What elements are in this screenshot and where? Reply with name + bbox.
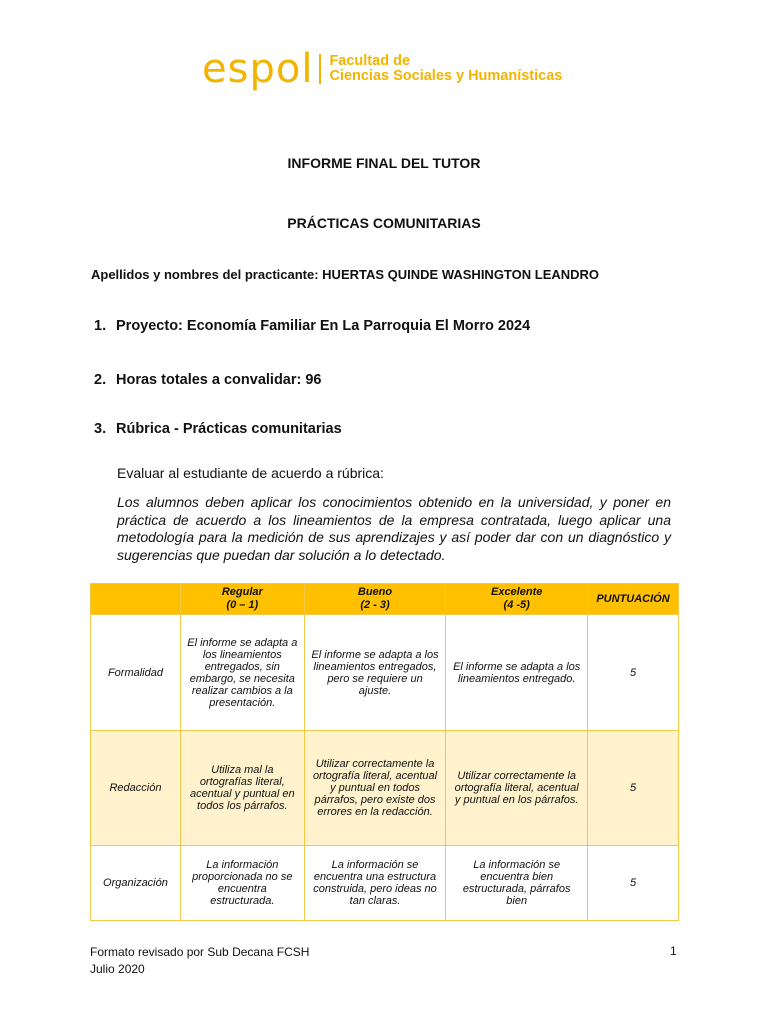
item-horas: [94, 372, 322, 388]
puntuacion-cell: 5: [588, 731, 679, 846]
footer-note: [90, 944, 309, 978]
rubric-header-row: [91, 584, 679, 615]
criterio-cell: Redacción: [91, 731, 181, 846]
header-regular: [180, 584, 304, 615]
excelente-cell: La información se encuentra bien estructurada, párrafos bien: [446, 846, 588, 921]
header-excelente: [446, 584, 588, 615]
bueno-cell: La información se encuentra una estructura construida, pero ideas no tan claras.: [304, 846, 446, 921]
document-subtitle: PRÁCTICAS COMUNITARIAS: [287, 215, 481, 231]
header-empty: [91, 584, 181, 615]
header-range: (4 -5): [503, 599, 530, 611]
bueno-cell: Utilizar correctamente la ortografía literal, acentual y puntual en todos párrafos, pero existe dos errores en la redacción.: [304, 731, 446, 846]
item-rubrica: [94, 421, 342, 437]
excelente-cell: Utilizar correctamente la ortografía literal, acentual y puntual en los párrafos.: [446, 731, 588, 846]
item-number: 3.: [94, 421, 107, 437]
table-row: [91, 731, 679, 846]
item-number: 2.: [94, 372, 107, 388]
header-range: (0 – 1): [226, 599, 259, 611]
header-label: Regular: [221, 586, 263, 598]
puntuacion-cell: 5: [588, 846, 679, 921]
rubric-table: [90, 583, 679, 921]
table-row: [91, 615, 679, 731]
faculty-line-2: Ciencias Sociales y Humanísticas: [329, 68, 563, 84]
description-paragraph: Los alumnos deben aplicar los conocimientos obtenido en la universidad, y poner en práctica de acuerdo a los lineamientos de la empresa contratada, luego aplicar una metodología para la medición de sus aprendizajes y así poder dar con un diagnóstico y sugerencias que puedan dar solución a lo detectado.: [117, 494, 671, 563]
item-text: Proyecto: Economía Familiar En La Parroquia El Morro 2024: [116, 318, 531, 334]
header-bueno: [304, 584, 446, 615]
item-text: Horas totales a convalidar: 96: [116, 372, 322, 388]
page-number: 1: [670, 944, 677, 958]
regular-cell: El informe se adapta a los lineamientos entregados, sin embargo, se necesita realizar cambios a la presentación.: [180, 615, 304, 731]
item-proyecto: [94, 318, 530, 334]
bueno-cell: El informe se adapta a los lineamientos entregados, pero se requiere un ajuste.: [304, 615, 446, 731]
header-label: Excelente: [490, 586, 543, 598]
header-puntuacion: [588, 584, 679, 615]
criterio-cell: Organización: [91, 846, 181, 921]
item-number: 1.: [94, 318, 107, 334]
espol-logo: [202, 44, 562, 94]
item-text: Rúbrica - Prácticas comunitarias: [116, 421, 342, 437]
faculty-name: [329, 54, 562, 84]
regular-cell: La información proporcionada no se encuentra estructurada.: [180, 846, 304, 921]
header-range: (2 - 3): [360, 599, 390, 611]
header-label: PUNTUACIÓN: [596, 592, 670, 605]
footer-line-1: Formato revisado por Sub Decana FCSH: [90, 945, 310, 959]
regular-cell: Utiliza mal la ortografías literal, acentual y puntual en todos los párrafos.: [180, 731, 304, 846]
puntuacion-cell: 5: [588, 615, 679, 731]
faculty-line-1: Facultad de: [329, 53, 411, 69]
practicante-line: Apellidos y nombres del practicante: HUERTAS QUINDE WASHINGTON LEANDRO: [91, 267, 600, 282]
logo-separator: [319, 54, 321, 84]
logo-wordmark: espol: [202, 46, 314, 92]
document-title: INFORME FINAL DEL TUTOR: [287, 155, 481, 171]
footer-line-2: Julio 2020: [90, 962, 145, 976]
excelente-cell: El informe se adapta a los lineamientos entregado.: [446, 615, 588, 731]
table-row: [91, 846, 679, 921]
header-label: Bueno: [357, 586, 393, 598]
evaluar-instruction: Evaluar al estudiante de acuerdo a rúbrica:: [117, 465, 384, 481]
criterio-cell: Formalidad: [91, 615, 181, 731]
